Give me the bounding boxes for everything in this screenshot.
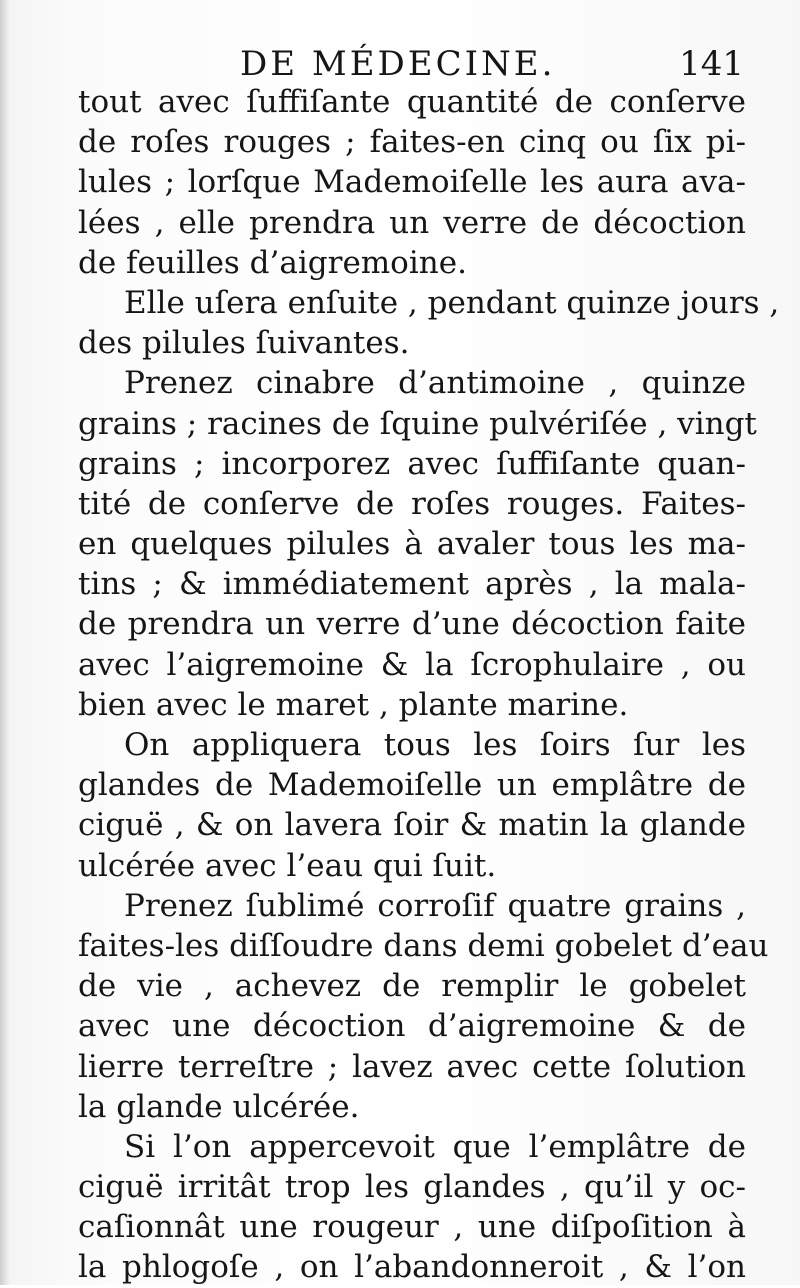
text-line: en quelques pilules à avaler tous les ma- bbox=[78, 526, 746, 563]
text-line: avec l’aigremoine & la ſcrophulaire , ou bbox=[78, 646, 746, 683]
text-line: Si l’on appercevoit que l’emplâtre de bbox=[124, 1128, 746, 1165]
text-line: la phlogoſe , on l’abandonneroit , & l’on bbox=[78, 1249, 746, 1286]
text-line: grains ; incorporez avec ſuffiſante quan- bbox=[78, 445, 746, 482]
text-line: faites-les diſſoudre dans demi gobelet d’eau bbox=[78, 927, 769, 964]
text-line: tout avec ſuffiſante quantité de conſerve bbox=[78, 84, 746, 120]
text-line: tité de conſerve de roſes rouges. Faites- bbox=[78, 485, 746, 522]
text-line: des pilules ſuivantes. bbox=[78, 325, 410, 362]
text-line: ciguë irritât trop les glandes , qu’il y oc- bbox=[78, 1169, 746, 1206]
page-gutter-shadow bbox=[0, 0, 10, 1285]
text-line: tins ; & immédiatement après , la mala- bbox=[78, 566, 746, 603]
text-line: la glande ulcérée. bbox=[78, 1088, 360, 1125]
text-line: bien avec le maret , plante marine. bbox=[78, 686, 629, 723]
text-line: de feuilles d’aigremoine. bbox=[78, 244, 467, 281]
text-line: lules ; lorſque Mademoiſelle les aura ava- bbox=[78, 164, 746, 201]
text-line: glandes de Mademoiſelle un emplâtre de bbox=[78, 767, 746, 804]
body-text bbox=[78, 82, 780, 1288]
page-number: 141 bbox=[679, 44, 744, 84]
text-line: ulcérée avec l’eau qui ſuit. bbox=[78, 847, 497, 884]
text-line: lierre terreſtre ; lavez avec cette ſolution bbox=[78, 1048, 746, 1085]
text-line: caſionnât une rougeur , une diſpoſition à bbox=[78, 1209, 746, 1246]
text-line: avec une décoction d’aigremoine & de bbox=[78, 1008, 746, 1045]
text-line: Prenez ſublimé corroſif quatre grains , bbox=[124, 887, 746, 924]
text-line: de roſes rouges ; faites-en cinq ou ſix pi- bbox=[78, 124, 746, 161]
text-line: Prenez cinabre d’antimoine , quinze bbox=[124, 365, 746, 402]
text-line: de vie , achevez de remplir le gobelet bbox=[78, 968, 746, 1005]
text-line: ciguë , & on lavera ſoir & matin la glande bbox=[78, 807, 746, 844]
text-line: On appliquera tous les ſoirs ſur les bbox=[124, 727, 746, 763]
text-line: grains ; racines de ſquine pulvériſée , vingt bbox=[78, 405, 757, 442]
running-head: DE MÉDECINE. bbox=[240, 44, 556, 84]
text-line: lées , elle prendra un verre de décoction bbox=[78, 204, 746, 241]
text-line: de prendra un verre d’une décoction faite bbox=[78, 606, 746, 643]
text-line: Elle uſera enſuite , pendant quinze jours , bbox=[124, 284, 780, 321]
